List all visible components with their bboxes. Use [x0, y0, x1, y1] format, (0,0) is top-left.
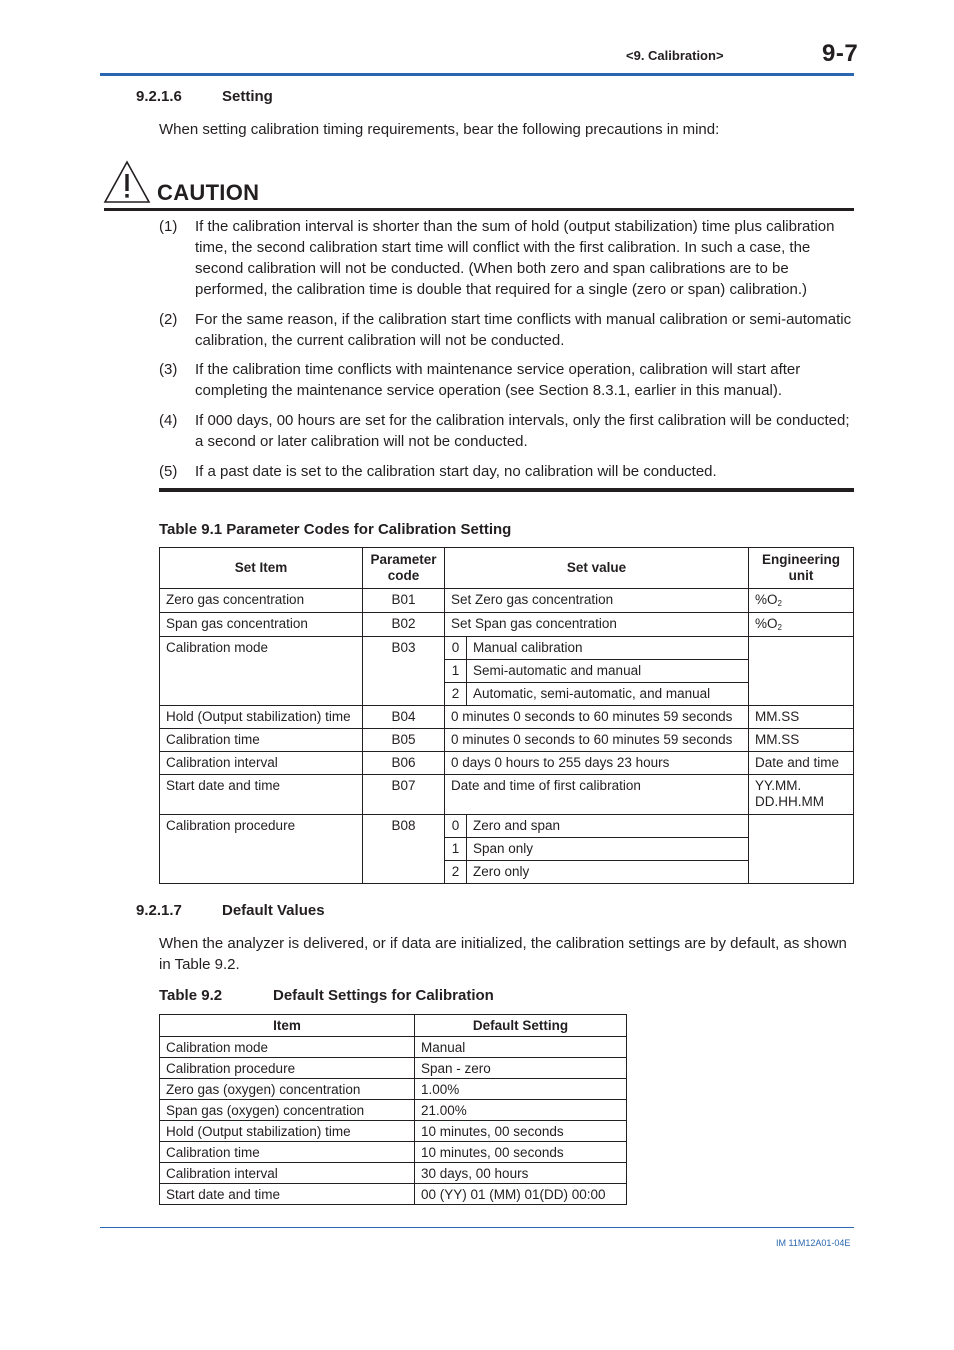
cell-unit-empty: [749, 815, 854, 884]
cell-item: Calibration time: [160, 729, 363, 752]
table-row: [160, 706, 854, 729]
cell-option-index: 2: [445, 683, 467, 706]
caution-item: [159, 216, 854, 300]
cell-item: Calibration mode: [160, 637, 363, 706]
cell-default: 10 minutes, 00 seconds: [415, 1121, 627, 1142]
unit-line-2: DD.HH.MM: [755, 794, 824, 809]
header-set-item: Set Item: [160, 548, 363, 589]
cell-code: B02: [363, 613, 445, 637]
caution-title: CAUTION: [157, 180, 260, 205]
table-row: [160, 1058, 627, 1079]
cell-item: Hold (Output stabilization) time: [160, 706, 363, 729]
cell-item: Start date and time: [160, 1184, 415, 1205]
header-parameter-code: Parameter code: [363, 548, 445, 589]
cell-value: 0 days 0 hours to 255 days 23 hours: [445, 752, 749, 775]
cell-item: Span gas concentration: [160, 613, 363, 637]
caution-item: [159, 410, 854, 452]
cell-unit: MM.SS: [749, 729, 854, 752]
caution-item: [159, 309, 854, 351]
table-row: [160, 775, 854, 815]
cell-default: 1.00%: [415, 1079, 627, 1100]
caution-item-text: If the calibration interval is shorter than the sum of hold (output stabilization) time plus calibration time, the second calibration start time will conflict with the first calibration. In such a case, the second calibration will not be conducted. (When both zero and span calibrations are to be performed, the calibration time is double that required for a single (zero or span) calibration.): [195, 218, 835, 298]
unit-text: %O: [755, 616, 778, 631]
section-intro: When setting calibration timing requirements, bear the following precautions in mind:: [159, 121, 720, 138]
section-intro: When the analyzer is delivered, or if data are initialized, the calibration settings are by default, as shown in Table 9.2.: [159, 935, 847, 973]
header-set-value: Set value: [445, 548, 749, 589]
cell-code: B05: [363, 729, 445, 752]
cell-code: B08: [363, 815, 445, 884]
footer-rule: [100, 1227, 854, 1228]
cell-item: Zero gas (oxygen) concentration: [160, 1079, 415, 1100]
section-number: 9.2.1.6: [136, 88, 182, 105]
cell-value: Date and time of first calibration: [445, 775, 749, 815]
cell-code: B04: [363, 706, 445, 729]
unit-text: %O: [755, 592, 778, 607]
unit-subscript: 2: [777, 599, 782, 608]
caution-item-number: (2): [159, 311, 178, 328]
warning-triangle-icon: [103, 160, 151, 204]
table-row: [160, 637, 854, 660]
cell-value: 0 minutes 0 seconds to 60 minutes 59 seconds: [445, 729, 749, 752]
table-row: [160, 729, 854, 752]
cell-item: Span gas (oxygen) concentration: [160, 1100, 415, 1121]
cell-item: Calibration time: [160, 1142, 415, 1163]
header-engineering-unit: Engineering unit: [749, 548, 854, 589]
caution-item-text: If a past date is set to the calibration start day, no calibration will be conducted.: [195, 463, 717, 480]
cell-unit: MM.SS: [749, 706, 854, 729]
cell-unit-empty: [749, 637, 854, 706]
cell-option-label: Zero only: [467, 861, 749, 884]
cell-item: Hold (Output stabilization) time: [160, 1121, 415, 1142]
cell-default: Span - zero: [415, 1058, 627, 1079]
cell-value: Set Zero gas concentration: [445, 589, 749, 613]
caution-item-number: (4): [159, 412, 178, 429]
caution-item-number: (5): [159, 463, 178, 480]
cell-option-index: 0: [445, 637, 467, 660]
table-caption-title: Default Settings for Calibration: [273, 987, 494, 1004]
unit-line-1: YY.MM.: [755, 778, 802, 793]
cell-item: Calibration procedure: [160, 815, 363, 884]
table-row: [160, 815, 854, 838]
table-row: [160, 752, 854, 775]
cell-option-label: Manual calibration: [467, 637, 749, 660]
header-item: Item: [160, 1015, 415, 1037]
caution-item-text: If the calibration time conflicts with maintenance service operation, calibration will start after completing the maintenance service operation (see Section 8.3.1, earlier in this manual).: [195, 361, 801, 399]
cell-default: 30 days, 00 hours: [415, 1163, 627, 1184]
caution-item-text: For the same reason, if the calibration start time conflicts with manual calibration or semi-automatic calibration, the current calibration will not be conducted.: [195, 311, 852, 349]
cell-option-label: Semi-automatic and manual: [467, 660, 749, 683]
cell-option-index: 1: [445, 838, 467, 861]
cell-item: Calibration mode: [160, 1037, 415, 1058]
caution-item-number: (1): [159, 218, 178, 235]
cell-unit: Date and time: [749, 752, 854, 775]
table-row: [160, 589, 854, 613]
header-default-setting: Default Setting: [415, 1015, 627, 1037]
document-id: IM 11M12A01-04E: [776, 1238, 851, 1248]
table-row: [160, 1079, 627, 1100]
table-row: [160, 1037, 627, 1058]
table-caption-number: Table 9.2: [159, 987, 223, 1004]
cell-value: Set Span gas concentration: [445, 613, 749, 637]
section-title: Setting: [222, 88, 273, 105]
cell-option-index: 0: [445, 815, 467, 838]
cell-unit: [749, 589, 854, 613]
header-rule: [100, 73, 854, 76]
table-row: [160, 1121, 627, 1142]
caution-item-text: If 000 days, 00 hours are set for the calibration intervals, only the first calibration will be conducted; a second or later calibration will not be conducted.: [195, 412, 850, 450]
cell-item: Calibration procedure: [160, 1058, 415, 1079]
cell-option-index: 1: [445, 660, 467, 683]
table-caption: Table 9.1 Parameter Codes for Calibration Setting: [159, 521, 512, 538]
table-header-row: [160, 1015, 627, 1037]
cell-default: 00 (YY) 01 (MM) 01(DD) 00:00: [415, 1184, 627, 1205]
table-row: [160, 1100, 627, 1121]
caution-item: [159, 359, 854, 401]
cell-code: B01: [363, 589, 445, 613]
table-row: [160, 1142, 627, 1163]
cell-default: 21.00%: [415, 1100, 627, 1121]
caution-bottom-rule: [159, 488, 854, 492]
cell-unit: [749, 775, 854, 815]
table-header-row: [160, 548, 854, 589]
table-row: [160, 1184, 627, 1205]
parameter-codes-table: [159, 547, 854, 884]
table-row: [160, 1163, 627, 1184]
section-title: Default Values: [222, 902, 325, 919]
cell-unit: [749, 613, 854, 637]
section-number: 9.2.1.7: [136, 902, 182, 919]
cell-item: Calibration interval: [160, 1163, 415, 1184]
cell-default: Manual: [415, 1037, 627, 1058]
cell-item: Start date and time: [160, 775, 363, 815]
caution-item-number: (3): [159, 361, 178, 378]
cell-value: 0 minutes 0 seconds to 60 minutes 59 seconds: [445, 706, 749, 729]
cell-code: B06: [363, 752, 445, 775]
page-number: 9-7: [822, 40, 859, 67]
cell-item: Calibration interval: [160, 752, 363, 775]
cell-item: Zero gas concentration: [160, 589, 363, 613]
cell-code: B03: [363, 637, 445, 706]
table-row: [160, 613, 854, 637]
cell-option-label: Span only: [467, 838, 749, 861]
caution-item: [159, 461, 854, 482]
unit-subscript: 2: [777, 623, 782, 632]
running-header-section: <9. Calibration>: [626, 48, 724, 63]
cell-code: B07: [363, 775, 445, 815]
cell-option-index: 2: [445, 861, 467, 884]
cell-option-label: Automatic, semi-automatic, and manual: [467, 683, 749, 706]
default-settings-table: [159, 1014, 627, 1205]
cell-default: 10 minutes, 00 seconds: [415, 1142, 627, 1163]
caution-top-rule: [104, 208, 854, 211]
cell-option-label: Zero and span: [467, 815, 749, 838]
